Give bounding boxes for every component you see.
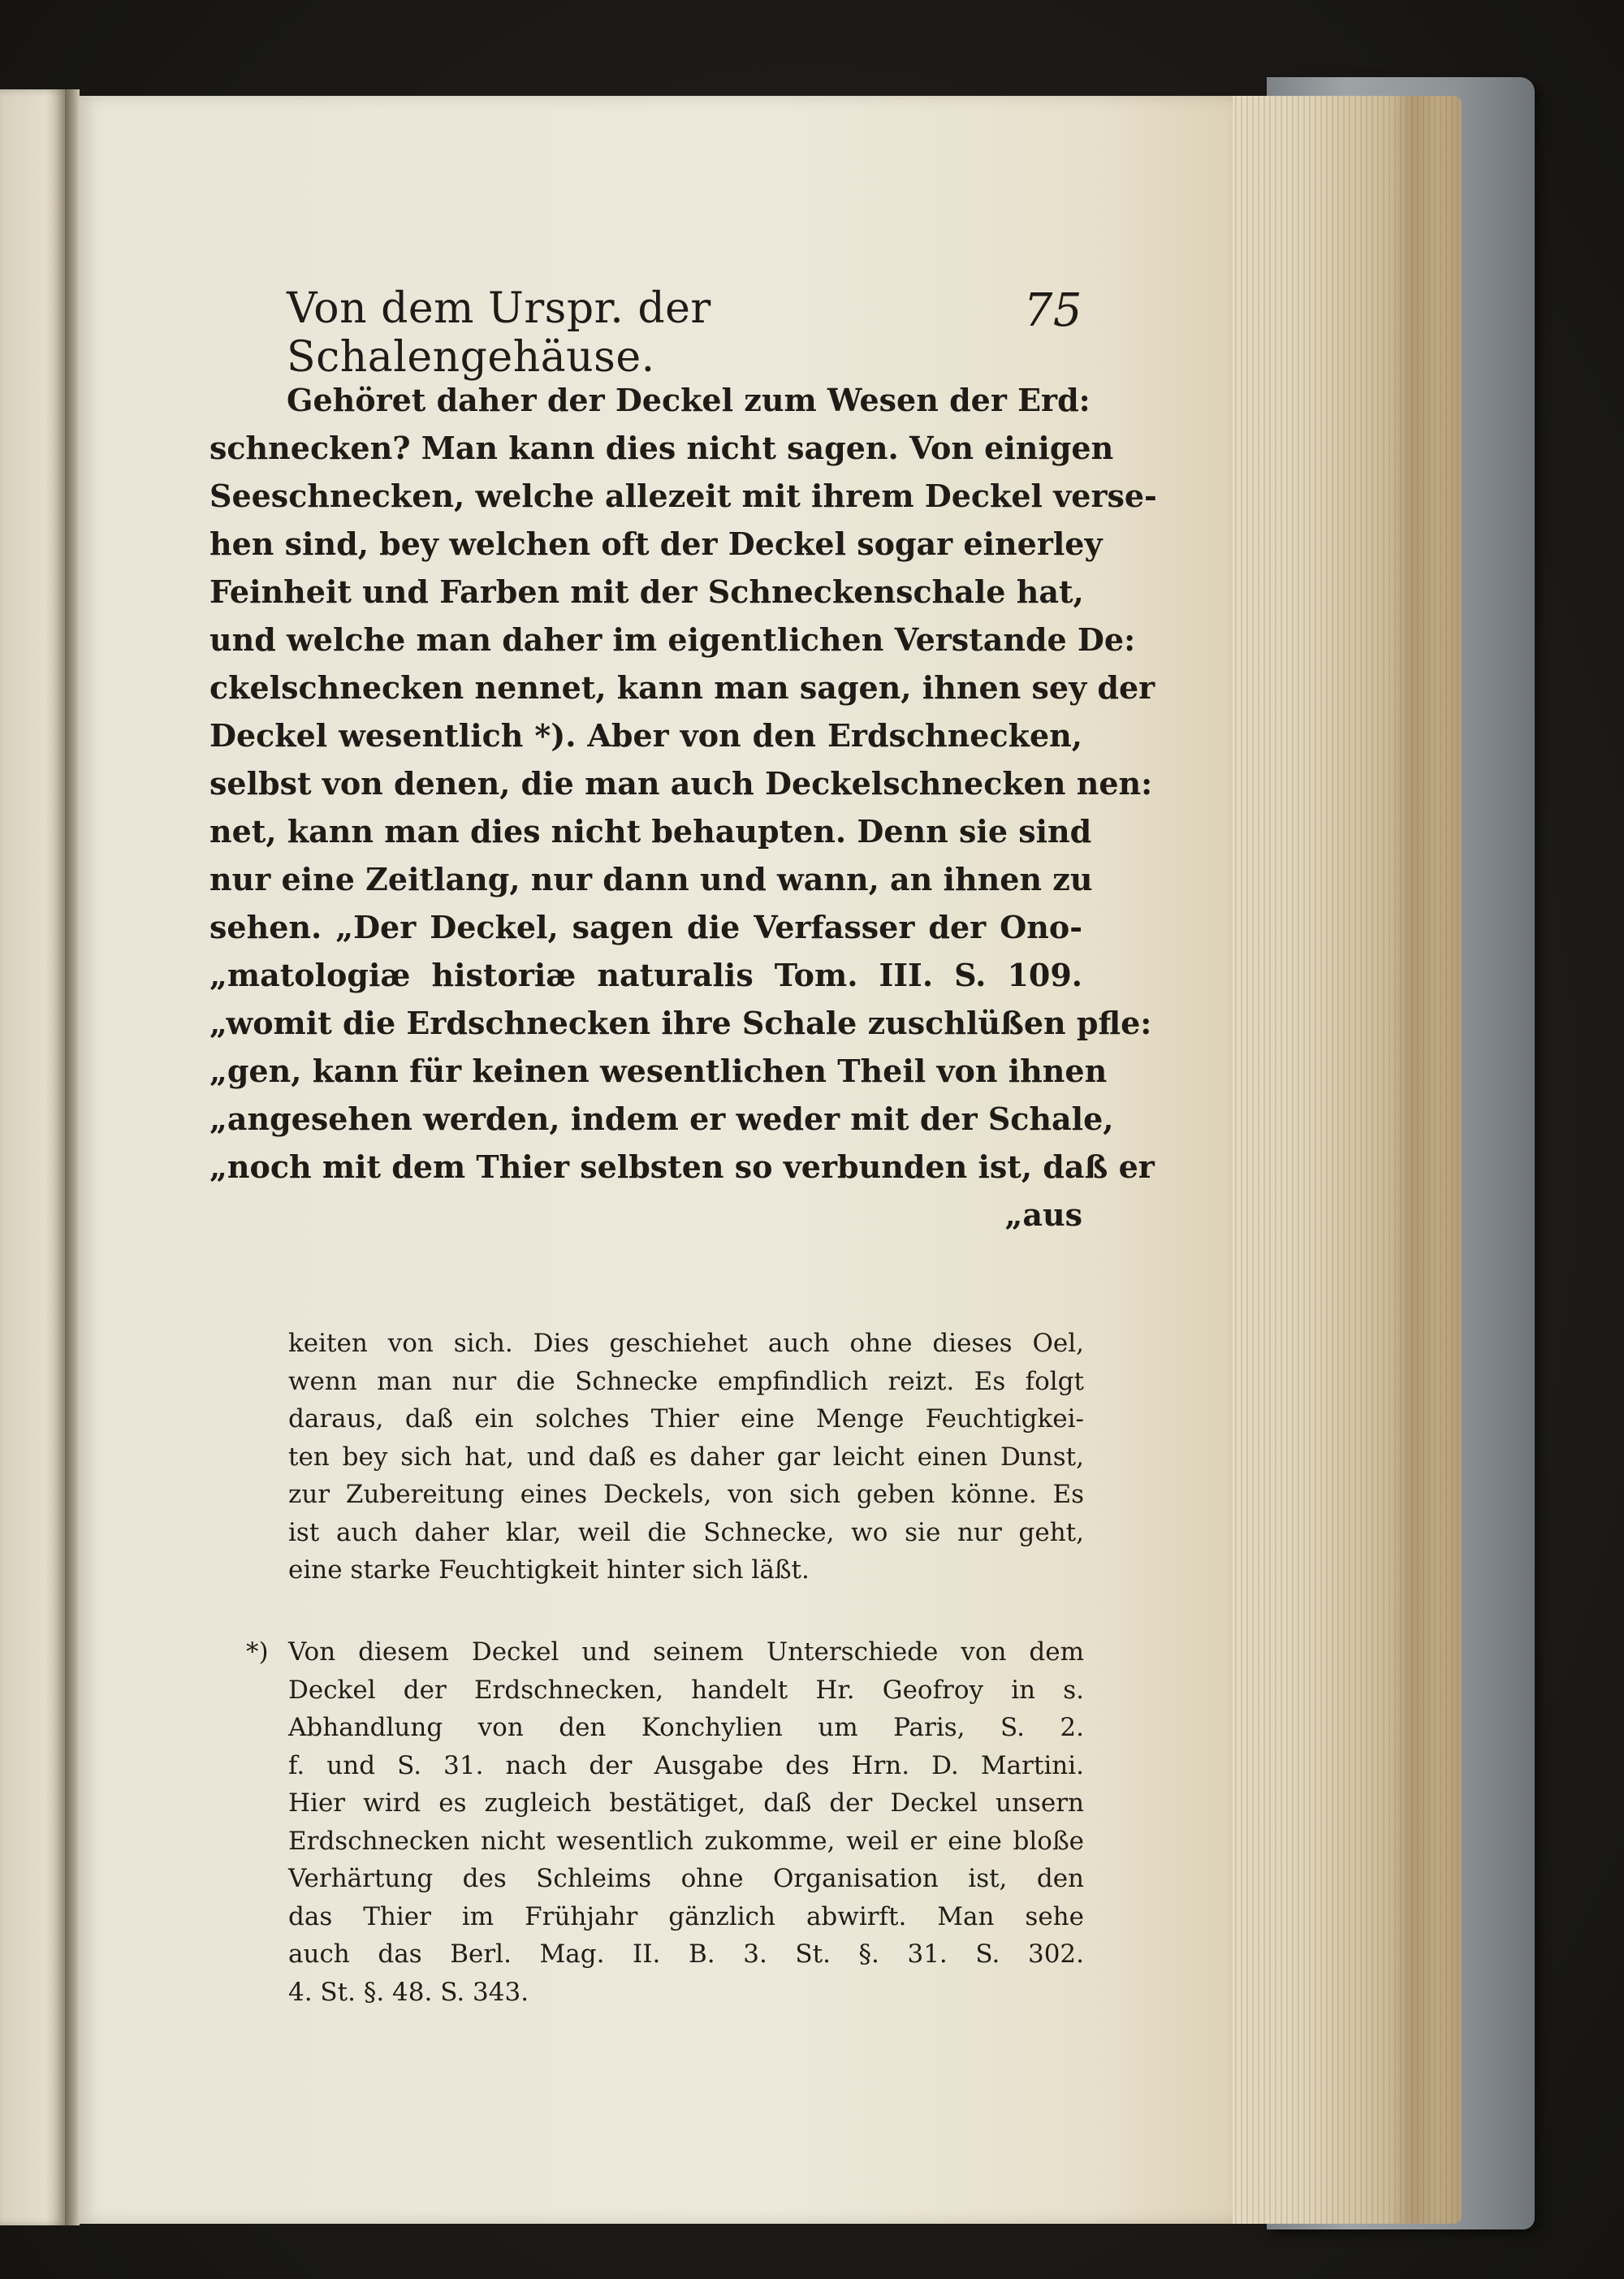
- page-edges: [1218, 96, 1462, 2224]
- text-line: Gehöret daher der Deckel zum Wesen der Erd:: [287, 382, 1091, 418]
- footnote-line: auch das Berl. Mag. II. B. 3. St. §. 31. S. 302.: [288, 1940, 1084, 1969]
- book-page: [80, 96, 1233, 2224]
- page-number: 75: [1023, 284, 1082, 337]
- footnote-line: Hier wird es zugleich bestätiget, daß der Deckel unsern: [288, 1788, 1084, 1818]
- footnote-line: zur Zubereitung eines Deckels, von sich geben könne. Es: [288, 1480, 1084, 1509]
- previous-page-edge: [0, 89, 65, 2225]
- footnote-line: daraus, daß ein solches Thier eine Menge Feuchtigkei-: [288, 1404, 1084, 1434]
- footnote-line: keiten von sich. Dies geschiehet auch ohne dieses Oel,: [288, 1329, 1084, 1358]
- footnote-line: Deckel der Erdschnecken, handelt Hr. Geofroy in s.: [288, 1675, 1084, 1705]
- catchword: „aus: [1004, 1196, 1082, 1233]
- footnote-line: Erdschnecken nicht wesentlich zukomme, weil er eine bloße: [288, 1826, 1084, 1856]
- text-line: „matologiæ historiæ naturalis Tom. III. S. 109.: [209, 957, 1082, 993]
- footnote-line: das Thier im Frühjahr gänzlich abwirft. Man sehe: [288, 1901, 1084, 1931]
- text-line: net, kann man dies nicht behaupten. Denn sie sind: [209, 813, 1092, 850]
- footnote-line: 4. St. §. 48. S. 343.: [288, 1977, 529, 2007]
- text-line: „gen, kann für keinen wesentlichen Theil von ihnen: [209, 1053, 1108, 1089]
- footnote-line: wenn man nur die Schnecke empfindlich reizt. Es folgt: [288, 1366, 1084, 1396]
- running-head: Von dem Urspr. der Schalengehäuse.: [287, 284, 711, 382]
- text-line: Deckel wesentlich *). Aber von den Erdschnecken,: [209, 717, 1082, 754]
- footnote-line: eine starke Feuchtigkeit hinter sich läßt.: [288, 1555, 810, 1585]
- footnote-line: f. und S. 31. nach der Ausgabe des Hrn. D. Martini.: [288, 1750, 1084, 1780]
- text-line: selbst von denen, die man auch Deckelschnecken nen:: [209, 765, 1153, 802]
- text-line: „noch mit dem Thier selbsten so verbunden ist, daß er: [209, 1148, 1155, 1185]
- text-line: „angesehen werden, indem er weder mit der Schale,: [209, 1101, 1114, 1137]
- text-line: Seeschnecken, welche allezeit mit ihrem Deckel verse-: [209, 478, 1157, 514]
- footnote-star: [246, 1633, 1084, 2011]
- text-line: sehen. „Der Deckel, sagen die Verfasser der Ono-: [209, 909, 1082, 945]
- footnote-line: Von diesem Deckel und seinem Unterschiede von dem: [288, 1637, 1084, 1667]
- footnote-line: ist auch daher klar, weil die Schnecke, wo sie nur geht,: [288, 1517, 1084, 1547]
- book-gutter: [65, 89, 80, 2225]
- footnote-line: Abhandlung von den Konchylien um Paris, S. 2.: [288, 1713, 1084, 1742]
- text-line: und welche man daher im eigentlichen Verstande De:: [209, 621, 1136, 658]
- footnote-marker: *): [246, 1637, 269, 1667]
- footnote-line: Verhärtung des Schleims ohne Organisation ist, den: [288, 1864, 1084, 1893]
- footnote-continued: [288, 1325, 1084, 1589]
- text-line: hen sind, bey welchen oft der Deckel sogar einerley: [209, 525, 1103, 562]
- footnote-line: ten bey sich hat, und daß es daher gar leicht einen Dunst,: [288, 1442, 1084, 1472]
- text-line: ckelschnecken nennet, kann man sagen, ihnen sey der: [209, 669, 1155, 706]
- page-header: [209, 284, 1082, 382]
- text-line: Feinheit und Farben mit der Schneckenschale hat,: [209, 573, 1084, 610]
- text-line: schnecken? Man kann dies nicht sagen. Von einigen: [209, 430, 1114, 466]
- text-line: „womit die Erdschnecken ihre Schale zuschlüßen pfle:: [209, 1005, 1152, 1041]
- text-line: nur eine Zeitlang, nur dann und wann, an ihnen zu: [209, 861, 1093, 897]
- main-text: [209, 376, 1157, 1239]
